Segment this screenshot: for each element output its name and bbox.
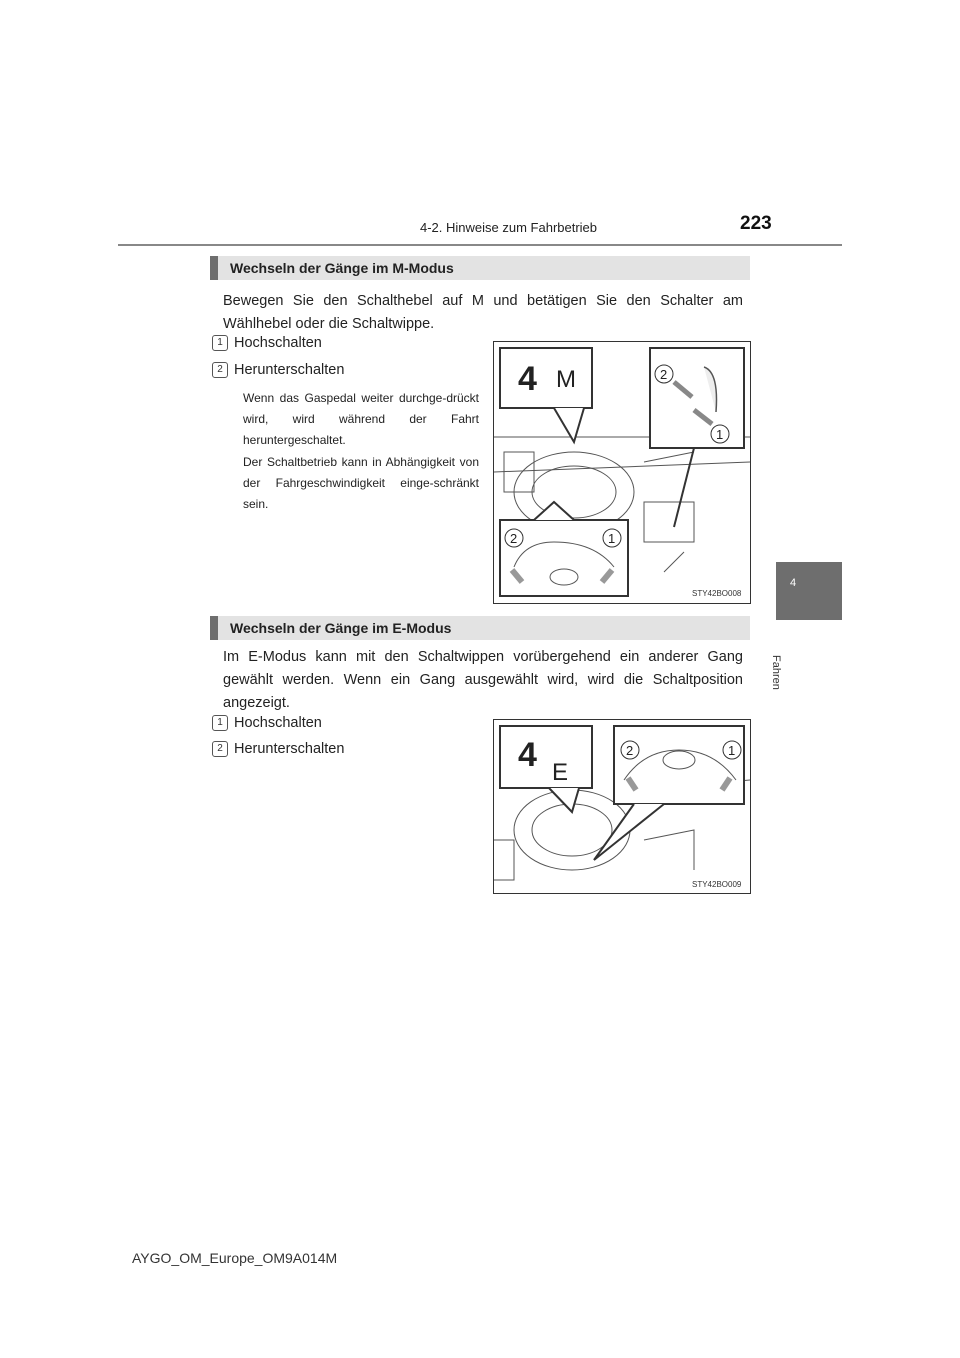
item-label: Herunterschalten [234,362,345,378]
item-label: Herunterschalten [234,741,345,757]
item-label: Hochschalten [234,335,322,351]
section-title-e: Wechseln der Gänge im E-Modus [230,620,452,636]
figure-m-mode [493,341,751,604]
badge-1-icon: 1 [212,715,228,731]
chapter-number: 4 [790,577,797,589]
page-number: 223 [740,213,772,234]
paragraph-e: Im E-Modus kann mit den Schaltwippen vorübergehend ein anderer Gang gewählt werden. Wenn ein Gang ausgewählt wird, wird die Schaltposition angezeigt. [223,649,743,711]
display-mode-letter: E [552,759,569,786]
svg-text:1: 1 [608,531,616,546]
svg-text:2: 2 [626,743,634,758]
note-kickdown: Wenn das Gaspedal weiter durchge-drückt wird, wird während der Fahrt heruntergeschaltet. [243,391,479,447]
svg-text:2: 2 [660,367,668,382]
paragraph-m: Bewegen Sie den Schalthebel auf M und betätigen Sie den Schalter am Wählhebel oder die Schaltwippe. [223,293,743,332]
svg-text:2: 2 [510,531,518,546]
chapter-tab [776,562,842,620]
figure-e-mode [493,719,751,894]
document-id: AYGO_OM_Europe_OM9A014M [132,1250,338,1266]
chapter-label: Fahren [770,655,782,690]
display-mode-letter: M [556,366,576,393]
section-heading: 4-2. Hinweise zum Fahrbetrieb [420,220,598,235]
figure-code: STY42BO009 [692,880,742,889]
svg-text:1: 1 [716,427,724,442]
display-panel [500,348,592,408]
item-downshift-e [212,741,344,757]
section-title-m: Wechseln der Gänge im M-Modus [230,260,454,276]
section-bar-m [210,256,750,280]
badge-1-icon: 1 [212,335,228,351]
shifter-zoom [650,348,744,448]
display-gear-digit: 4 [518,736,537,774]
item-upshift-e [212,715,322,731]
item-downshift-m [212,362,344,378]
item-label: Hochschalten [234,715,322,731]
display-gear-digit: 4 [518,360,537,398]
section-bar-e [210,616,750,640]
header-rule [118,244,842,246]
badge-2-icon: 2 [212,741,228,757]
svg-text:1: 1 [728,743,736,758]
item-upshift-m [212,335,322,351]
figure-code: STY42BO008 [692,589,742,598]
paddle-zoom [614,726,744,804]
badge-2-icon: 2 [212,362,228,378]
note-speed: Der Schaltbetrieb kann in Abhängigkeit von der Fahrgeschwindigkeit einge-schränkt sein. [243,455,479,511]
display-panel [500,726,592,788]
